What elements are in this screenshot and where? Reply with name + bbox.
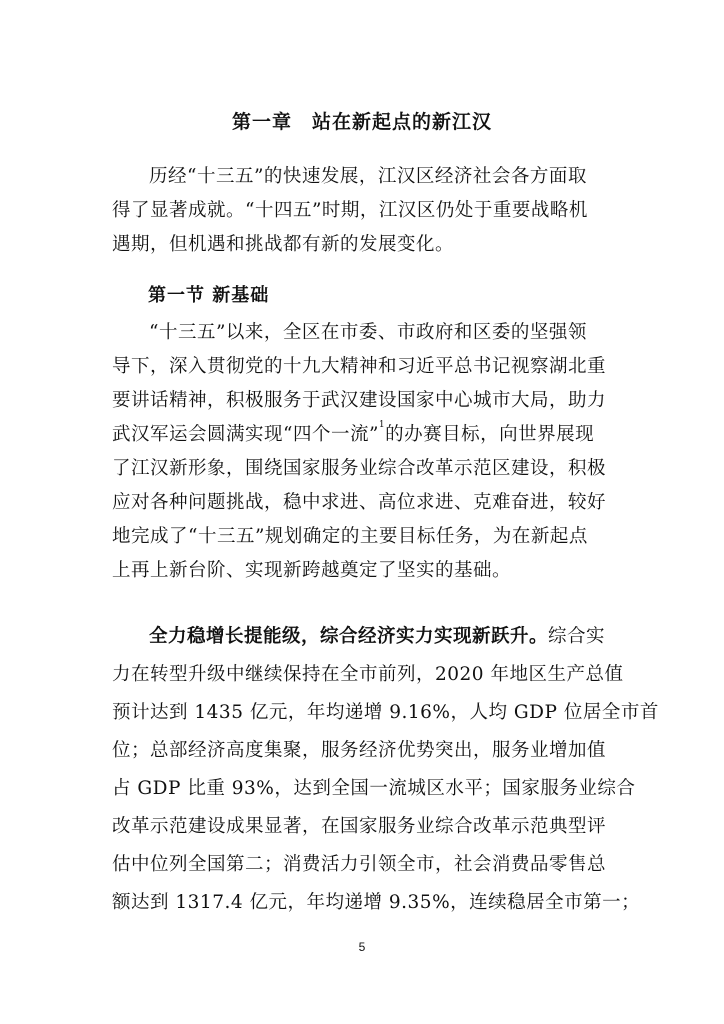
paragraph-line: 导下，深入贯彻党的十九大精神和习近平总书记视察湖北重: [112, 356, 607, 377]
paragraph-lead: 全力稳增长提能级，综合经济实力实现新跃升。: [149, 626, 549, 647]
paragraph-line: 应对各种问题挑战，稳中求进、高位求进、克难奋进，较好: [112, 492, 607, 513]
paragraph-line: 位；总部经济高度集聚，服务经济优势突出，服务业增加值: [112, 740, 607, 761]
paragraph-line: 占 GDP 比重 93%，达到全国一流城区水平；国家服务业综合: [112, 778, 636, 799]
body-paragraph: [112, 618, 659, 922]
paragraph-line: “十三五”以来，全区在市委、市政府和区委的坚强领: [149, 322, 587, 343]
chapter-title: [0, 108, 724, 136]
paragraph-line: 全力稳增长提能级，综合经济实力实现新跃升。综合实: [149, 626, 606, 647]
paragraph-line: 了江汉新形象，围绕国家服务业综合改革示范区建设，积极: [112, 458, 607, 479]
paragraph-line: 地完成了“十三五”规划确定的主要目标任务，为在新起点: [112, 526, 588, 547]
paragraph-line: 历经“十三五”的快速发展，江汉区经济社会各方面取: [149, 166, 587, 187]
paragraph-line: 上再上新台阶、实现新跨越奠定了坚实的基础。: [112, 560, 512, 581]
page-number: 5: [358, 940, 366, 954]
paragraph-line: 预计达到 1435 亿元，年均递增 9.16%，人均 GDP 位居全市首: [112, 702, 659, 723]
paragraph-line: 改革示范建设成果显著，在国家服务业综合改革示范典型评: [112, 816, 607, 837]
paragraph-line: 武汉军运会圆满实现“四个一流”$^1$的办赛目标，向世界展现: [112, 420, 595, 445]
paragraph-line: 额达到 1317.4 亿元，年均递增 9.35%，连续稳居全市第一；: [112, 892, 641, 913]
footnote-reference[interactable]: 1: [378, 420, 386, 430]
section-title: 第一节 新基础: [148, 285, 270, 306]
body-paragraph: [112, 316, 622, 588]
paragraph-line: 力在转型升级中继续保持在全市前列，2020 年地区生产总值: [112, 664, 624, 685]
paragraph-line: 遇期，但机遇和挑战都有新的发展变化。: [112, 234, 455, 255]
paragraph-line: 得了显著成就。“十四五”时期，江汉区仍处于重要战略机: [112, 200, 588, 221]
chapter-name: 站在新起点的新江汉: [312, 111, 493, 133]
intro-paragraph: [112, 160, 622, 262]
chapter-number: 第一章: [231, 111, 292, 133]
paragraph-line: 估中位列全国第二；消费活力引领全市，社会消费品零售总: [112, 854, 607, 875]
paragraph-line: 要讲话精神，积极服务于武汉建设国家中心城市大局，助力: [112, 390, 607, 411]
